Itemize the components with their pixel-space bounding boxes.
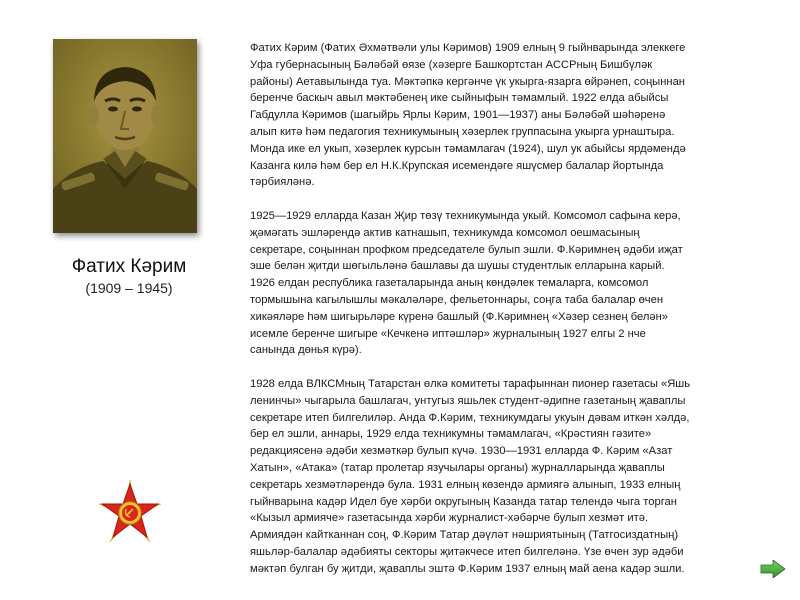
- order-of-patriotic-war-icon: [95, 478, 165, 548]
- biography-line: районы) Аетавылында туа. Мәктәпкә кергәнче үк укырга-язарга өйрәнеп, соңыннан: [250, 75, 685, 88]
- biography-line: редакциясенә әдәби хезмәткәр булып күчә. 1930—1931 елларда Ф. Кәрим «Азат: [250, 445, 673, 458]
- biography-line: Уфа губернасының Бәләбәй өязе (хәзерге Башкортстан АССРның Бишбүләк: [250, 58, 653, 71]
- biography-line: мәктәп булган бу җитди, җаваплы эштә Ф.Кәрим 1937 елның май аена кадәр эшли.: [250, 562, 685, 575]
- paragraph-gap: [250, 191, 778, 208]
- biography-line: Монда ике ел укып, хәзерлек курсын тәмамлагач (1924), шул ук абыйсы ярдәмендә: [250, 142, 686, 155]
- biography-line: секретарь хезмәтләрендә була. 1931 елның көзендә армиягә алынып, 1933 елның: [250, 478, 681, 491]
- biography-line: секретаре итеп билгелиләр. Анда Ф.Кәрим, техникумдагы укуын дәвам иткән хәлдә,: [250, 411, 690, 424]
- biography-line: 1925—1929 елларда Казан Җир төзү техникумында укый. Комсомол сафына керә,: [250, 209, 681, 222]
- biography-line: Габдулла Кәримов (шагыйрь Ярлы Кәрим, 1901—1937) аны Бәләбәй шәһәренә: [250, 109, 666, 122]
- biography-line: беренче баскыч авыл мәктәбенең ике сыйныфын тәмамлый. 1922 елда абыйсы: [250, 92, 669, 105]
- biography-line: Армиядән кайтканнан соң, Ф.Кәрим Татар дәүләт нәшриятының (Татгосиздатның): [250, 529, 679, 542]
- biography-line: тәрбияләнә.: [250, 176, 315, 189]
- biography-line: санында дөнья күрә).: [250, 344, 362, 357]
- biography-line: 1926 елдан республика газеталарында аның көндәлек темаларга, комсомол: [250, 277, 649, 290]
- portrait-photo: [53, 39, 197, 233]
- biography-line: Фатих Кәрим (Фатих Әхмәтвәли улы Кәримов) 1909 елның 9 гыйнварында элеккеге: [250, 42, 686, 54]
- biography-line: бер ел эшли, аннары, 1929 елда техникумны тәмамлагач, «Крәстиян гәзите»: [250, 428, 652, 441]
- arrow-right-icon[interactable]: [760, 560, 786, 578]
- biography-line: җәмәгать эшләрендә актив катнашып, техникумда комсомол оешмасының: [250, 226, 640, 239]
- person-name: Фатих Кәрим: [71, 256, 187, 277]
- biography-text: [250, 40, 778, 578]
- biography-line: яшьләр-балалар әдәбияты секторы җитәкчесе итеп билгеләнә. Үзе өчен зур әдәби: [250, 545, 684, 558]
- biography-line: «Кызыл армиячe» газетасында хәрби журналист-хәбәрче булып хезмәт итә.: [250, 512, 649, 525]
- biography-line: эше белән җитди шөгыльләнә башлавы да шушы студентлык елларына карый.: [250, 260, 665, 273]
- biography-line: тормышына кагылышлы мәкаләләре, фельетоннары, соңга таба балалар өчен: [250, 293, 664, 306]
- portrait-image: [53, 39, 197, 233]
- biography-line: секретаре, соңыннан профком председателе булып эшли. Ф.Кәримнең әдәби иҗат: [250, 243, 683, 256]
- biography-line: 1928 елда ВЛКСМның Татарстан өлкә комитеты тарафыннан пионер газетасы «Яшь: [250, 377, 691, 390]
- biography-line: хикәяләре һәм шигырьләре күренә башлый (Ф.Кәримнең «Хәзер сезнең белән»: [250, 310, 669, 323]
- biography-line: алып китә һәм педагогия техникумының хәзерлек группасына укырга урнаштыра.: [250, 125, 675, 138]
- biography-line: Хатын», «Атака» (татар пролетар язучылары органы) журналларында җаваплы: [250, 461, 665, 474]
- biography-line: ленинчы» чыгарыла башлагач, унтугыз яшьлек студент-әдипне газетаның җаваплы: [250, 394, 686, 407]
- biography-line: гыйнварына кадәр Идел буе хәрби округының Казанда татар телендә чыга торган: [250, 495, 677, 508]
- paragraph-gap: [250, 359, 778, 376]
- biography-line: Казанга килә һәм бер ел Н.К.Крупская исемендәге яшүсмер балалар йортында: [250, 159, 664, 172]
- biography-line: исемле беренче шигыре «Кечкенә иптәшләр» журналының 1927 елгы 2 нче: [250, 327, 646, 340]
- person-years: (1909 – 1945): [85, 280, 173, 296]
- next-slide-button[interactable]: [760, 560, 786, 578]
